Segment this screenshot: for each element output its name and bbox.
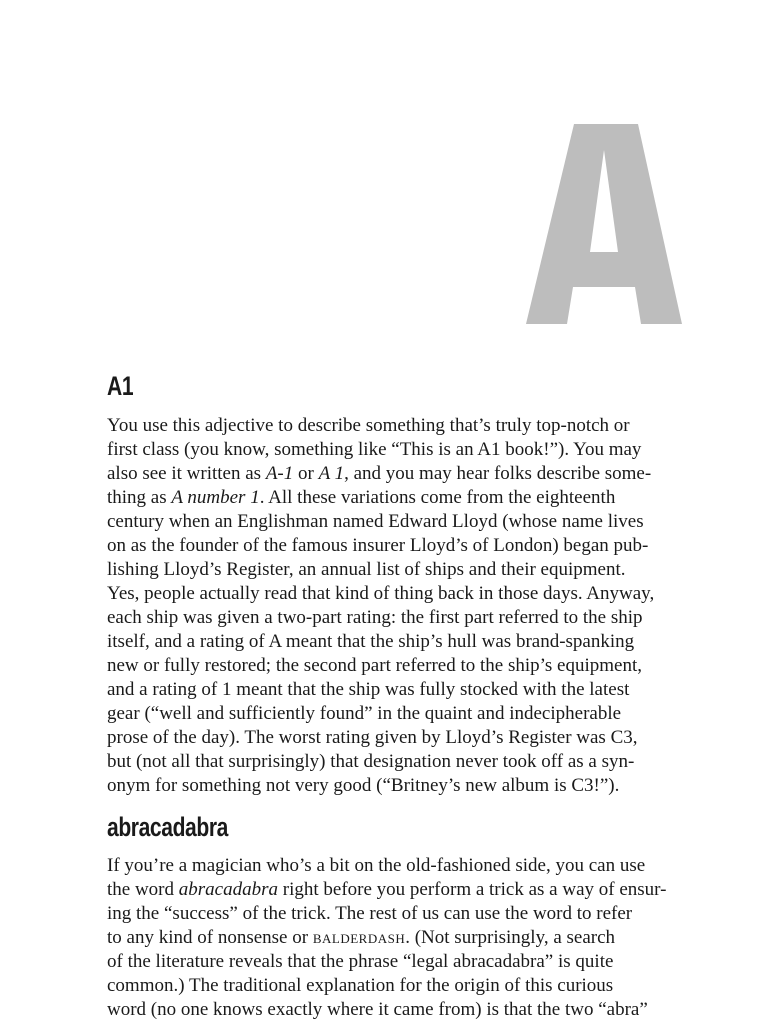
text-line — [107, 534, 685, 558]
text-line — [107, 702, 685, 726]
dictionary-entries — [107, 366, 685, 1022]
text-line — [107, 726, 685, 750]
text-run: first class (you know, something like “This is an A1 book!”). You may — [107, 439, 642, 460]
text-run: onym for something not very good (“Britney’s new album is C3!”). — [107, 775, 620, 796]
text-run: . (Not surprisingly, a search — [405, 927, 616, 948]
text-run: Yes, people actually read that kind of thing back in those days. Anyway, — [107, 583, 655, 604]
text-line — [107, 854, 685, 878]
italic-term: A-1 — [265, 463, 294, 484]
text-line — [107, 878, 685, 902]
text-line — [107, 654, 685, 678]
text-run: You use this adjective to describe something that’s truly top-notch or — [107, 415, 630, 436]
entry-body-abracadabra — [107, 854, 685, 1022]
chapter-letter-graphic — [526, 122, 682, 326]
text-line — [107, 902, 685, 926]
text-line — [107, 462, 685, 486]
text-run: gear (“well and sufficiently found” in the quaint and indecipherable — [107, 703, 622, 724]
text-run: common.) The traditional explanation for the origin of this curious — [107, 975, 614, 996]
text-line — [107, 438, 685, 462]
text-run: of the literature reveals that the phrase “legal abracadabra” is quite — [107, 951, 614, 972]
text-run: prose of the day). The worst rating given by Lloyd’s Register was C3, — [107, 727, 638, 748]
text-run: but (not all that surprisingly) that designation never took off as a syn- — [107, 751, 635, 772]
text-line — [107, 558, 685, 582]
text-line — [107, 630, 685, 654]
text-run: on as the founder of the famous insurer Lloyd’s of London) began pub- — [107, 535, 649, 556]
text-line — [107, 678, 685, 702]
italic-term: A number 1 — [171, 487, 260, 508]
entry-title-abracadabra: abracadabra — [107, 812, 228, 842]
text-line — [107, 774, 685, 798]
chapter-letter-text — [526, 326, 527, 327]
text-run: to any kind of nonsense or — [107, 927, 313, 948]
text-line — [107, 486, 685, 510]
text-run: century when an Englishman named Edward Lloyd (whose name lives — [107, 511, 644, 532]
chapter-letter — [526, 122, 682, 326]
text-line — [107, 582, 685, 606]
text-run: right before you perform a trick as a way of ensur- — [278, 879, 667, 900]
text-run: and a rating of 1 meant that the ship was fully stocked with the latest — [107, 679, 630, 700]
entry-body-a1 — [107, 414, 685, 798]
text-run: new or fully restored; the second part referred to the ship’s equipment, — [107, 655, 642, 676]
text-run: thing as — [107, 487, 172, 508]
text-line — [107, 606, 685, 630]
text-line — [107, 750, 685, 774]
text-run: also see it written as — [107, 463, 266, 484]
text-line — [107, 950, 685, 974]
text-run: , and you may hear folks describe some- — [344, 463, 652, 484]
text-line — [107, 414, 685, 438]
cross-reference: balderdash — [312, 927, 406, 948]
text-run: or — [293, 463, 319, 484]
text-run: itself, and a rating of A meant that the ship’s hull was brand-spanking — [107, 631, 635, 652]
text-line — [107, 998, 685, 1022]
text-run: lishing Lloyd’s Register, an annual list of ships and their equipment. — [107, 559, 626, 580]
text-line — [107, 510, 685, 534]
text-run: the word — [107, 879, 179, 900]
text-run: ing the “success” of the trick. The rest of us can use the word to refer — [107, 903, 633, 924]
text-run: word (no one knows exactly where it came from) is that the two “abra” — [107, 999, 648, 1020]
text-run: . All these variations come from the eighteenth — [259, 487, 616, 508]
text-run: If you’re a magician who’s a bit on the old-fashioned side, you can use — [107, 855, 646, 876]
italic-term: abracadabra — [178, 879, 278, 900]
entry-title-a1: A1 — [107, 371, 134, 401]
italic-term: A 1 — [318, 463, 345, 484]
text-line — [107, 974, 685, 998]
text-line — [107, 926, 685, 950]
text-run: each ship was given a two-part rating: the first part referred to the ship — [107, 607, 643, 628]
